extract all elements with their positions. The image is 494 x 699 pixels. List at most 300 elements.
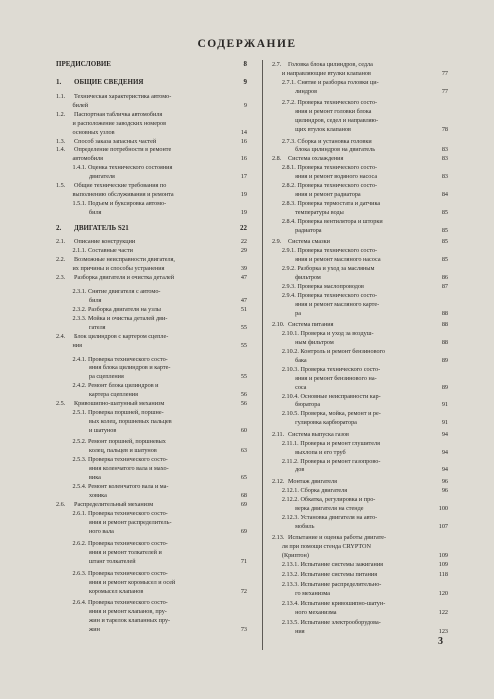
toc-entry-title: основных узлов — [72, 128, 115, 136]
toc-entry — [295, 338, 448, 346]
toc-entry — [295, 448, 448, 456]
toc-entry — [295, 419, 448, 427]
toc-entry-title: ДВИГАТЕЛЬ S21 — [74, 224, 129, 233]
toc-entry — [295, 208, 448, 216]
toc-entry — [56, 333, 239, 340]
toc-entry-title: 2.5.3. Проверка технического состо- — [72, 456, 168, 464]
toc-entry-title: гателя — [89, 323, 106, 331]
toc-entry — [89, 491, 247, 499]
toc-entry — [295, 87, 448, 95]
toc-entry-page: 55 — [240, 323, 247, 331]
toc-entry — [282, 164, 442, 171]
toc-entry-title: и направляющие втулки клапанов — [281, 69, 371, 77]
toc-entry — [295, 191, 448, 199]
toc-entry — [89, 527, 247, 535]
toc-entry-page: 94 — [441, 430, 448, 438]
toc-entry — [56, 93, 239, 100]
toc-entry-title: щих втулок клапанов — [295, 126, 351, 134]
page-title: СОДЕРЖАНИЕ — [197, 38, 297, 50]
toc-entry — [72, 305, 247, 313]
toc-entry — [89, 474, 247, 482]
toc-entry-page: 83 — [441, 173, 448, 181]
toc-entry-page: 55 — [240, 373, 247, 381]
toc-entry-page: 91 — [441, 419, 448, 427]
toc-entry-title: Паспортная табличка автомобиля — [74, 110, 163, 118]
toc-entry-title: 2.12.2. Обкатка, регулировка и про- — [281, 495, 376, 503]
toc-entry-page: 89 — [441, 356, 448, 364]
toc-entry — [56, 182, 239, 189]
toc-entry — [272, 238, 448, 246]
toc-entry-number: 2.5. — [56, 400, 66, 408]
toc-entry-number: 1.3. — [56, 137, 66, 145]
toc-entry — [72, 155, 247, 163]
toc-entry-page: 85 — [441, 238, 448, 246]
toc-entry — [281, 282, 448, 290]
toc-entry-page: 94 — [441, 448, 448, 456]
toc-entry-title: 2.13.4. Испытание кривошипно-шатун- — [281, 600, 386, 608]
toc-entry-title: 2.5.1. Проверка поршней, поршне- — [72, 409, 164, 417]
page-number: 3 — [438, 636, 443, 647]
toc-entry-title: 2.9.4. Проверка технического состо- — [281, 291, 378, 299]
toc-entry-number: 1.5. — [56, 182, 66, 190]
toc-entry-title: 2.8.4. Проверка вентилятора и шторки — [281, 217, 383, 225]
toc-entry-page: 22 — [240, 238, 247, 246]
toc-entry — [295, 383, 448, 391]
toc-entry-title: 2.11.1. Проверка и ремонт глушителя — [281, 439, 380, 447]
toc-entry-page: 85 — [441, 208, 448, 216]
toc-entry-title: Способ заказа запасных частей — [74, 137, 157, 145]
toc-entry-title: 2.10.1. Проверка и уход за воздуш- — [281, 330, 374, 338]
toc-entry — [272, 534, 442, 541]
toc-entry — [73, 599, 240, 606]
toc-entry-number: 2.8. — [272, 155, 282, 163]
toc-entry-title: Распределительный механизм — [74, 500, 154, 508]
toc-entry — [73, 456, 240, 463]
toc-entry — [295, 356, 448, 364]
toc-entry-title: 2.13.1. Испытание системы зажигания — [281, 560, 383, 568]
toc-entry — [89, 323, 247, 331]
toc-entry-title: Кривошипно-шатунный механизм — [74, 400, 165, 408]
toc-entry-number: 1. — [56, 77, 62, 86]
toc-entry-title: 2.3.2. Разборка двигателя на узлы — [72, 305, 161, 313]
toc-entry — [282, 79, 442, 86]
toc-entry-page: 8 — [243, 60, 247, 68]
toc-entry-title: их причины и способы устранения — [72, 265, 165, 272]
toc-entry-page: 39 — [240, 265, 247, 272]
toc-entry-title: жин — [89, 625, 100, 633]
toc-entry-title: 2.5.4. Ремонт коленчатого вала и ма- — [72, 483, 169, 491]
toc-entry-number: 2.6. — [56, 500, 66, 508]
toc-entry — [72, 128, 247, 136]
toc-entry-page: 16 — [240, 137, 247, 145]
toc-entry — [295, 522, 448, 530]
toc-entry — [295, 146, 448, 154]
toc-entry-page: 22 — [240, 224, 247, 233]
toc-entry-title: гулировка карбюратора — [295, 419, 357, 427]
toc-entry-title: дов — [295, 466, 305, 474]
toc-entry — [282, 581, 442, 588]
toc-entry-title: колец, пальцев и шатунов — [89, 447, 157, 455]
toc-entry-page: 122 — [438, 609, 448, 617]
toc-entry — [89, 587, 247, 595]
toc-entry-page: 47 — [240, 273, 247, 281]
toc-entry — [282, 440, 442, 447]
toc-entry-page: 120 — [438, 590, 448, 598]
toc-entry — [295, 504, 448, 512]
toc-entry — [272, 155, 448, 163]
toc-entry — [73, 483, 240, 490]
toc-entry — [89, 579, 239, 586]
toc-entry-title: 2.8.2. Проверка технического состо- — [281, 182, 378, 190]
toc-entry-title: 2.9.1. Проверка технического состо- — [281, 247, 378, 255]
toc-entry-page: 60 — [240, 426, 247, 434]
toc-entry-page: 16 — [240, 155, 247, 163]
toc-entry — [89, 296, 247, 304]
toc-entry-title: 2.4.2. Ремонт блока цилиндров и — [72, 382, 159, 390]
toc-entry-title: coca — [295, 383, 307, 391]
toc-entry-title: (Криптон) — [281, 551, 309, 559]
toc-entry-page: 51 — [240, 305, 247, 313]
toc-entry-page: 83 — [441, 155, 448, 163]
toc-entry-title: 2.6.2. Проверка технического состо- — [72, 540, 168, 548]
toc-entry-title: 2.6.1. Проверка технического состо- — [72, 509, 168, 517]
toc-entry-title: 2.5.2. Ремонт поршней, поршневых — [72, 438, 166, 446]
toc-entry-title: картера сцепления — [89, 391, 138, 399]
toc-entry — [282, 366, 442, 373]
toc-entry-title: 2.13.3. Испытание распределительно- — [281, 581, 382, 589]
toc-entry — [281, 571, 448, 578]
toc-entry-title: яния и ремонт головки блока — [295, 108, 372, 116]
toc-entry — [282, 247, 442, 254]
toc-entry-title: 2.4.1. Проверка технического состо- — [72, 355, 168, 363]
toc-entry — [56, 256, 239, 263]
toc-entry-number: 2.13. — [272, 534, 285, 542]
toc-entry-title: вых колец, поршневых пальцев — [89, 418, 172, 425]
toc-entry-page: 77 — [441, 87, 448, 95]
toc-entry — [89, 519, 239, 526]
toc-entry-number: 2.7. — [272, 61, 282, 68]
toc-entry-title: ля при помощи стенда CRYPTON — [281, 542, 371, 550]
toc-entry-title: 2.12.3. Установка двигателя на авто- — [281, 513, 378, 521]
toc-entry — [56, 111, 239, 118]
toc-entry-page: 109 — [438, 560, 448, 568]
toc-entry-number: 2.2. — [56, 256, 66, 264]
toc-entry-title: яния и ремонт бензинового на- — [295, 374, 377, 382]
toc-entry — [89, 391, 247, 399]
toc-entry-title: 2.10.2. Контроль и ремонт бензинового — [281, 347, 386, 355]
toc-entry — [89, 617, 239, 624]
toc-entry-title: выполнению обслуживания и ремонта — [72, 191, 174, 199]
toc-entry-page: 78 — [441, 126, 448, 134]
toc-entry-number: 2.3. — [56, 273, 66, 281]
toc-entry-number: 2.12. — [272, 477, 285, 485]
toc-entry — [282, 182, 442, 189]
toc-entry-page: 88 — [441, 321, 448, 329]
toc-entry-number: 1.1. — [56, 92, 66, 100]
toc-entry-title: 2.6.3. Проверка технического состо- — [72, 569, 168, 577]
toc-entry-page: 68 — [240, 491, 247, 499]
toc-entry — [56, 400, 247, 408]
toc-entry-page: 19 — [240, 191, 247, 199]
toc-entry — [282, 496, 442, 503]
toc-entry-title: 2.7.2. Проверка технического состо- — [281, 99, 378, 107]
toc-entry-number: 2. — [56, 224, 62, 233]
toc-entry-title: Общие технические требования по — [74, 182, 167, 190]
toc-entry-page: 87 — [441, 282, 448, 290]
toc-entry-title: автомобиля — [72, 155, 104, 163]
toc-entry-page: 71 — [240, 558, 247, 566]
toc-entry-title: двигателя — [89, 173, 115, 181]
toc-entry-title: Система охлаждения — [288, 155, 344, 163]
toc-entry-title: штанг толкателей — [89, 558, 136, 566]
toc-entry — [281, 560, 448, 568]
toc-entry-title: биля — [89, 208, 102, 216]
toc-entry — [73, 120, 240, 127]
toc-entry-title: Описание конструкции — [74, 238, 136, 246]
toc-entry-page: 65 — [240, 474, 247, 482]
toc-entry — [282, 514, 442, 521]
toc-entry-page: 73 — [240, 625, 247, 633]
toc-entry-title: 2.8.1. Проверка технического состо- — [281, 164, 378, 172]
toc-entry — [73, 570, 240, 577]
toc-entry-number: 2.1. — [56, 238, 66, 246]
toc-entry — [56, 77, 247, 86]
toc-entry-title: Монтаж двигателя — [288, 477, 337, 485]
toc-entry-title: бюратора — [295, 401, 321, 409]
toc-entry-title: яния коленчатого вала и махо- — [89, 465, 169, 473]
toc-entry — [73, 510, 240, 517]
toc-entry-title: Головка блока цилиндров, седла — [288, 61, 373, 68]
toc-entry-title: яния и ремонт радиатора — [295, 191, 361, 199]
column-divider — [262, 60, 263, 650]
toc-entry-page: 19 — [240, 208, 247, 216]
toc-entry — [282, 410, 442, 417]
toc-entry — [89, 549, 239, 556]
toc-entry — [282, 218, 442, 225]
toc-entry — [282, 543, 442, 550]
toc-entry-title: яния и ремонт клапанов, пру- — [89, 607, 167, 615]
toc-entry-title: яния и ремонт масляного карте- — [295, 300, 380, 308]
toc-entry — [272, 61, 442, 68]
toc-entry — [72, 341, 247, 349]
toc-entry — [282, 619, 442, 626]
toc-entry-page: 107 — [438, 522, 448, 530]
toc-entry-title: верка двигателя на стенде — [295, 504, 364, 512]
toc-entry-page: 55 — [240, 341, 247, 349]
toc-entry-title: и расположение заводских номеров — [72, 119, 167, 127]
toc-entry-page: 72 — [240, 587, 247, 595]
toc-entry — [282, 138, 442, 145]
toc-entry — [73, 438, 240, 445]
toc-entry-page: 47 — [240, 296, 247, 304]
toc-entry-title: ным фильтром — [295, 338, 334, 346]
toc-entry — [282, 393, 442, 400]
toc-entry — [73, 356, 240, 363]
toc-entry-title: 2.7.1. Снятие и разборка головки ци- — [281, 78, 379, 86]
toc-entry-title: ного механизма — [295, 609, 337, 617]
toc-entry — [295, 309, 448, 317]
toc-entry — [282, 330, 442, 337]
toc-entry — [282, 200, 442, 207]
toc-entry-title: ния — [295, 628, 305, 636]
toc-entry-title: линдров — [295, 87, 318, 95]
toc-entry-title: Система питания — [288, 321, 334, 329]
toc-entry — [73, 164, 240, 171]
toc-entry-title: 2.13.2. Испытание системы питания — [281, 571, 378, 578]
toc-entry-title: яния и ремонт коромысел и осей — [89, 578, 176, 586]
toc-entry — [295, 126, 448, 134]
toc-entry — [282, 348, 442, 355]
toc-entry-title: фильтром — [295, 273, 321, 281]
toc-entry-title: мобиль — [295, 522, 315, 530]
toc-entry-page: 83 — [441, 146, 448, 154]
toc-entry-title: биля — [89, 296, 102, 304]
toc-entry-title: Разборка двигателя и очистка деталей — [74, 273, 175, 281]
toc-entry — [295, 226, 448, 234]
toc-entry-title: яния и ремонт водяного насоса — [295, 173, 378, 181]
toc-entry-page: 85 — [441, 226, 448, 234]
toc-entry — [56, 137, 247, 145]
toc-entry-title: 2.10.5. Проверка, мойка, ремонт и ре- — [281, 410, 381, 418]
toc-entry — [89, 447, 247, 455]
toc-entry-title: 1.5.1. Подъем и буксировка автомо- — [72, 199, 167, 207]
toc-entry — [89, 364, 239, 371]
toc-entry — [89, 465, 239, 472]
toc-entry — [73, 288, 240, 295]
toc-entry — [282, 600, 442, 607]
toc-entry-title: бака — [295, 356, 307, 364]
toc-entry-title: Испытание и оценка работы двигате- — [288, 534, 387, 542]
toc-entry — [56, 146, 239, 153]
toc-entry-page: 9 — [243, 101, 247, 109]
toc-entry-title: выхлопа и его труб — [295, 448, 346, 456]
toc-entry-title: радиатора — [295, 226, 322, 234]
toc-entry — [89, 558, 247, 566]
toc-entry-title: вика — [89, 474, 101, 482]
toc-entry-title: 2.3.1. Снятие двигателя с автомо- — [72, 287, 161, 295]
toc-entry-title: ра сцепления — [89, 373, 124, 381]
toc-entry — [295, 273, 448, 281]
toc-entry-number: 2.4. — [56, 332, 66, 340]
toc-entry-page: 86 — [441, 273, 448, 281]
toc-entry-title: 2.9.3. Проверка маслопроводов — [281, 282, 364, 290]
toc-entry — [73, 409, 240, 416]
toc-entry-page: 109 — [438, 551, 448, 559]
toc-entry-title: го механизма — [295, 590, 331, 598]
toc-entry-number: 1.2. — [56, 110, 66, 118]
toc-entry-page: 85 — [441, 256, 448, 264]
toc-entry — [72, 191, 247, 199]
toc-entry — [89, 208, 247, 216]
toc-entry — [295, 301, 442, 308]
toc-entry-page: 88 — [441, 338, 448, 346]
toc-entry-title: 2.12.1. Сборка двигателя — [281, 486, 348, 494]
toc-entry-title: 2.9.2. Разборка и уход за масляным — [281, 265, 375, 272]
toc-entry — [56, 273, 247, 281]
toc-entry — [272, 321, 448, 329]
toc-entry-page: 29 — [240, 247, 247, 255]
toc-entry-page: 89 — [441, 383, 448, 391]
toc-entry-title: коромысел клапанов — [89, 587, 144, 595]
toc-entry-title: Система выпуска газов — [288, 430, 349, 438]
toc-entry — [272, 430, 448, 438]
toc-entry — [295, 590, 448, 598]
toc-entry — [89, 173, 247, 181]
toc-entry-page: 96 — [441, 486, 448, 494]
toc-entry — [89, 608, 239, 615]
toc-entry-title: Определение потребности в ремонте — [74, 146, 172, 154]
toc-entry-title: 2.11.2. Проверка и ремонт газопрово- — [281, 457, 381, 465]
toc-entry — [282, 265, 442, 272]
toc-entry-page: 118 — [438, 571, 448, 578]
toc-entry — [295, 256, 448, 264]
toc-entry — [72, 265, 247, 272]
toc-entry-title: ра — [295, 309, 301, 317]
toc-entry-number: 1.4. — [56, 146, 66, 154]
toc-entry-page: 17 — [240, 173, 247, 181]
toc-entry — [73, 540, 240, 547]
toc-entry-title: 2.8.3. Проверка термостата и датчика — [281, 199, 381, 207]
toc-entry — [89, 426, 247, 434]
toc-entry-page: 69 — [240, 527, 247, 535]
toc-entry-title: 2.7.3. Сборка и установка головки — [281, 137, 372, 145]
toc-entry-page: 84 — [441, 191, 448, 199]
toc-entry-title: ния — [72, 341, 82, 349]
toc-entry-page: 63 — [240, 447, 247, 455]
toc-entry-title: блока цилиндров на двигатель — [295, 146, 376, 154]
toc-entry — [56, 60, 247, 68]
toc-entry-page: 91 — [441, 401, 448, 409]
toc-entry-title: 2.6.4. Проверка технического состо- — [72, 599, 168, 607]
toc-entry-page: 94 — [441, 466, 448, 474]
toc-entry-title: яния и ремонт масляного насоса — [295, 256, 381, 264]
toc-entry-title: ОБЩИЕ СВЕДЕНИЯ — [74, 77, 144, 86]
toc-entry-title: Техническая характеристика автомо- — [74, 92, 172, 100]
toc-entry-number: 2.10. — [272, 321, 285, 329]
toc-entry-title: температуры воды — [295, 208, 344, 216]
toc-entry-page: 9 — [243, 77, 247, 86]
toc-entry — [295, 628, 448, 636]
toc-entry-page: 96 — [441, 477, 448, 485]
toc-entry-title: Блок цилиндров с картером сцепле- — [74, 332, 169, 340]
toc-entry-title: 2.10.3. Проверка технического состо- — [281, 365, 381, 373]
toc-entry — [72, 247, 247, 255]
toc-entry — [73, 315, 240, 322]
toc-entry-title: 1.4.1. Оценка технического состояния — [72, 164, 173, 172]
toc-entry — [56, 238, 247, 246]
toc-entry-title: яния и ремонт толкателей и — [89, 549, 162, 557]
toc-entry-title: Система смазки — [288, 238, 330, 246]
toc-entry-number: 2.9. — [272, 238, 282, 246]
toc-entry — [89, 373, 247, 381]
toc-entry-title: 2.3.3. Мойка и очистка деталей дви- — [72, 314, 168, 322]
toc-entry-page: 77 — [441, 69, 448, 77]
toc-entry — [73, 200, 240, 207]
toc-entry-title: жин и тарелок клапанных пру- — [89, 616, 171, 624]
toc-entry-number: 2.11. — [272, 430, 285, 438]
toc-entry-title: 2.10.4. Основные неисправности кар- — [281, 392, 381, 400]
toc-entry-title: Возможные неисправности двигателя, — [74, 256, 175, 264]
toc-entry-page: 123 — [438, 628, 448, 636]
toc-entry — [295, 609, 448, 617]
toc-entry — [295, 173, 448, 181]
toc-entry — [282, 458, 442, 465]
toc-entry — [72, 101, 247, 109]
toc-entry — [281, 486, 448, 494]
toc-entry-title: 2.13.5. Испытание электрооборудова- — [281, 619, 381, 627]
toc-entry-title: и шатунов — [89, 426, 117, 434]
toc-entry — [281, 69, 448, 77]
